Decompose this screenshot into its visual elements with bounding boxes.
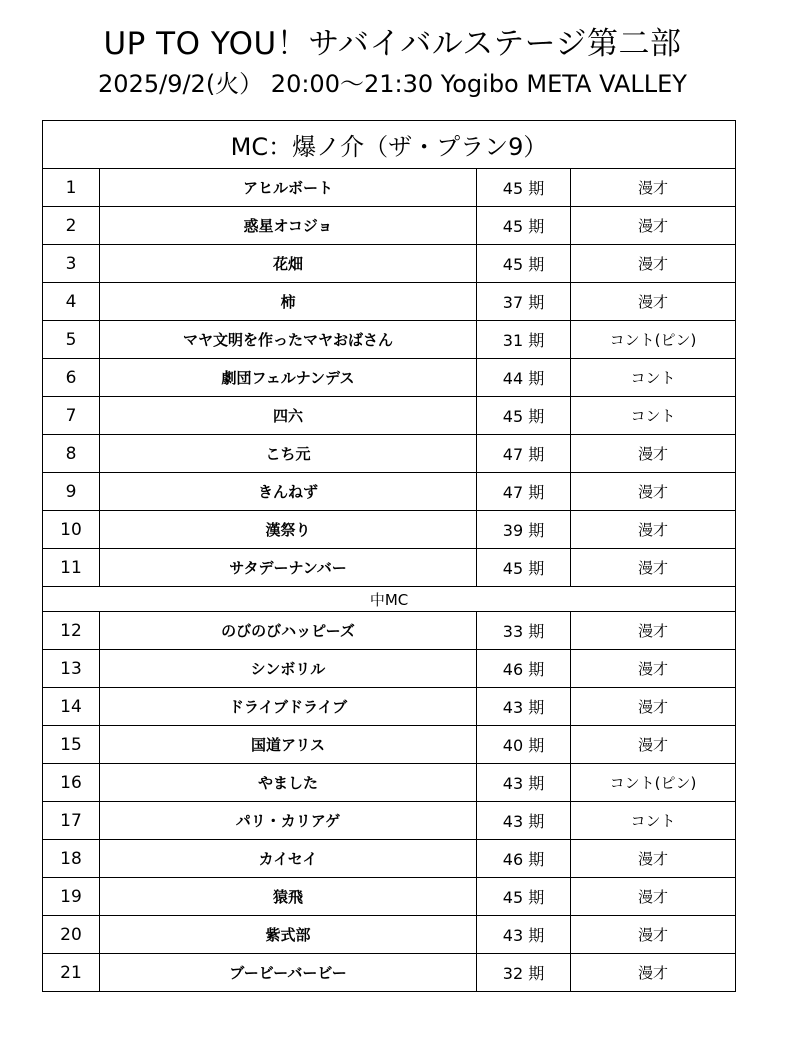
entry-name: パリ・カリアゲ — [100, 802, 477, 840]
page-header — [0, 24, 785, 100]
entry-number: 16 — [43, 764, 100, 802]
entry-number: 20 — [43, 916, 100, 954]
entry-generation: 45 期 — [477, 169, 571, 207]
table-row — [43, 650, 736, 688]
table-row — [43, 245, 736, 283]
entry-name: マヤ文明を作ったマヤおばさん — [100, 321, 477, 359]
mc-label: MC：爆ノ介（ザ・プラン9） — [43, 121, 736, 169]
table-row — [43, 840, 736, 878]
table-row — [43, 207, 736, 245]
table-row — [43, 688, 736, 726]
entry-style: 漫才 — [571, 511, 736, 549]
event-date-venue: 2025/9/2(火） 20:00～21:30 Yogibo META VALLEY — [98, 70, 687, 98]
entry-number: 14 — [43, 688, 100, 726]
table-row — [43, 435, 736, 473]
entry-style: 漫才 — [571, 840, 736, 878]
entry-name: ドライブドライブ — [100, 688, 477, 726]
entry-name: のびのびハッピーズ — [100, 612, 477, 650]
entry-style: コント(ピン) — [571, 321, 736, 359]
entry-style: 漫才 — [571, 245, 736, 283]
table-row — [43, 283, 736, 321]
table-row — [43, 169, 736, 207]
table-row — [43, 802, 736, 840]
entry-number: 6 — [43, 359, 100, 397]
table-row — [43, 549, 736, 587]
entry-generation: 33 期 — [477, 612, 571, 650]
entry-name: 漢祭り — [100, 511, 477, 549]
entry-number: 13 — [43, 650, 100, 688]
entry-number: 5 — [43, 321, 100, 359]
entry-number: 17 — [43, 802, 100, 840]
entry-number: 9 — [43, 473, 100, 511]
entry-generation: 45 期 — [477, 549, 571, 587]
table-row — [43, 612, 736, 650]
entry-number: 12 — [43, 612, 100, 650]
entry-name: カイセイ — [100, 840, 477, 878]
entry-name: 劇団フェルナンデス — [100, 359, 477, 397]
table-row — [43, 321, 736, 359]
entry-style: コント — [571, 802, 736, 840]
lineup-table-body — [43, 121, 736, 992]
entry-generation: 45 期 — [477, 245, 571, 283]
entry-name: サタデーナンバー — [100, 549, 477, 587]
entry-generation: 45 期 — [477, 878, 571, 916]
table-row — [43, 726, 736, 764]
entry-generation: 39 期 — [477, 511, 571, 549]
entry-generation: 43 期 — [477, 764, 571, 802]
entry-style: 漫才 — [571, 435, 736, 473]
entry-name: 柿 — [100, 283, 477, 321]
entry-generation: 46 期 — [477, 650, 571, 688]
entry-generation: 47 期 — [477, 435, 571, 473]
entry-number: 4 — [43, 283, 100, 321]
table-row — [43, 954, 736, 992]
entry-number: 11 — [43, 549, 100, 587]
entry-generation: 45 期 — [477, 207, 571, 245]
entry-number: 15 — [43, 726, 100, 764]
entry-style: 漫才 — [571, 473, 736, 511]
entry-name: アヒルボート — [100, 169, 477, 207]
entry-number: 7 — [43, 397, 100, 435]
lineup-table — [42, 120, 736, 992]
entry-name: 紫式部 — [100, 916, 477, 954]
entry-generation: 46 期 — [477, 840, 571, 878]
mid-mc-row — [43, 587, 736, 612]
table-row — [43, 878, 736, 916]
entry-name: きんねず — [100, 473, 477, 511]
entry-style: 漫才 — [571, 283, 736, 321]
entry-name: 猿飛 — [100, 878, 477, 916]
entry-style: 漫才 — [571, 688, 736, 726]
entry-generation: 43 期 — [477, 802, 571, 840]
entry-style: 漫才 — [571, 650, 736, 688]
entry-name: 惑星オコジョ — [100, 207, 477, 245]
entry-generation: 40 期 — [477, 726, 571, 764]
entry-name: 国道アリス — [100, 726, 477, 764]
entry-style: コント — [571, 359, 736, 397]
entry-generation: 43 期 — [477, 688, 571, 726]
entry-style: 漫才 — [571, 726, 736, 764]
entry-name: 花畑 — [100, 245, 477, 283]
table-row — [43, 511, 736, 549]
table-row — [43, 359, 736, 397]
entry-style: 漫才 — [571, 954, 736, 992]
entry-number: 21 — [43, 954, 100, 992]
entry-generation: 44 期 — [477, 359, 571, 397]
entry-style: コント(ピン) — [571, 764, 736, 802]
entry-number: 8 — [43, 435, 100, 473]
entry-number: 18 — [43, 840, 100, 878]
entry-style: 漫才 — [571, 207, 736, 245]
entry-style: 漫才 — [571, 612, 736, 650]
entry-number: 10 — [43, 511, 100, 549]
entry-number: 19 — [43, 878, 100, 916]
entry-style: 漫才 — [571, 549, 736, 587]
table-row — [43, 397, 736, 435]
entry-name: ブービーバービー — [100, 954, 477, 992]
entry-number: 2 — [43, 207, 100, 245]
entry-name: 四六 — [100, 397, 477, 435]
entry-generation: 47 期 — [477, 473, 571, 511]
mc-row — [43, 121, 736, 169]
entry-generation: 45 期 — [477, 397, 571, 435]
entry-name: やました — [100, 764, 477, 802]
entry-generation: 37 期 — [477, 283, 571, 321]
entry-number: 3 — [43, 245, 100, 283]
entry-style: 漫才 — [571, 916, 736, 954]
entry-generation: 43 期 — [477, 916, 571, 954]
entry-generation: 32 期 — [477, 954, 571, 992]
mid-mc-label: 中MC — [43, 587, 736, 612]
entry-name: シンボリル — [100, 650, 477, 688]
page-title: UP TO YOU！サバイバルステージ第二部 — [103, 26, 682, 62]
entry-style: 漫才 — [571, 169, 736, 207]
entry-style: 漫才 — [571, 878, 736, 916]
table-row — [43, 916, 736, 954]
entry-style: コント — [571, 397, 736, 435]
table-row — [43, 473, 736, 511]
entry-name: こち元 — [100, 435, 477, 473]
entry-number: 1 — [43, 169, 100, 207]
table-row — [43, 764, 736, 802]
entry-generation: 31 期 — [477, 321, 571, 359]
